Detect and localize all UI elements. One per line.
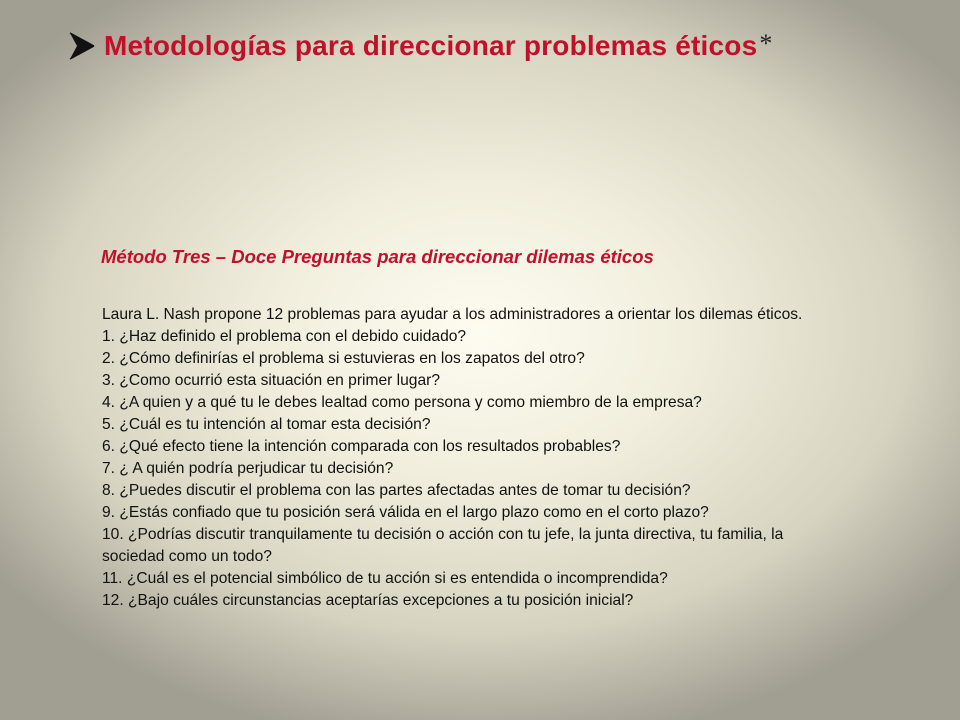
question-item: 12. ¿Bajo cuáles circunstancias aceptarías excepciones a tu posición inicial?	[102, 592, 634, 609]
title-row	[68, 30, 772, 62]
arrow-bullet-icon	[68, 31, 96, 61]
question-item: 7. ¿ A quién podría perjudicar tu decisión?	[102, 460, 394, 477]
question-item: 10. ¿Podrías discutir tranquilamente tu decisión o acción con tu jefe, la junta directiva, tu familia, la sociedad como un todo?	[102, 526, 784, 565]
intro-paragraph: Laura L. Nash propone 12 problemas para ayudar a los administradores a orientar los dilemas éticos.	[102, 306, 803, 323]
question-item: 1. ¿Haz definido el problema con el debido cuidado?	[102, 328, 467, 345]
title-asterisk: *	[759, 29, 773, 58]
question-item: 4. ¿A quien y a qué tu le debes lealtad como persona y como miembro de la empresa?	[102, 394, 702, 411]
question-item: 3. ¿Como ocurrió esta situación en primer lugar?	[102, 372, 441, 389]
question-item: 2. ¿Cómo definirías el problema si estuvieras en los zapatos del otro?	[102, 350, 585, 367]
question-item: 11. ¿Cuál es el potencial simbólico de tu acción si es entendida o incomprendida?	[102, 570, 668, 587]
question-item: 8. ¿Puedes discutir el problema con las partes afectadas antes de tomar tu decisión?	[102, 482, 691, 499]
method-subtitle: Método Tres – Doce Preguntas para direccionar dilemas éticos	[101, 246, 654, 267]
question-item: 9. ¿Estás confiado que tu posición será válida en el largo plazo como en el corto plazo?	[102, 504, 709, 521]
question-item: 5. ¿Cuál es tu intención al tomar esta decisión?	[102, 416, 431, 433]
slide-title: Metodologías para direccionar problemas éticos	[104, 30, 758, 61]
question-item: 6. ¿Qué efecto tiene la intención comparada con los resultados probables?	[102, 438, 621, 455]
body-text	[102, 304, 837, 612]
